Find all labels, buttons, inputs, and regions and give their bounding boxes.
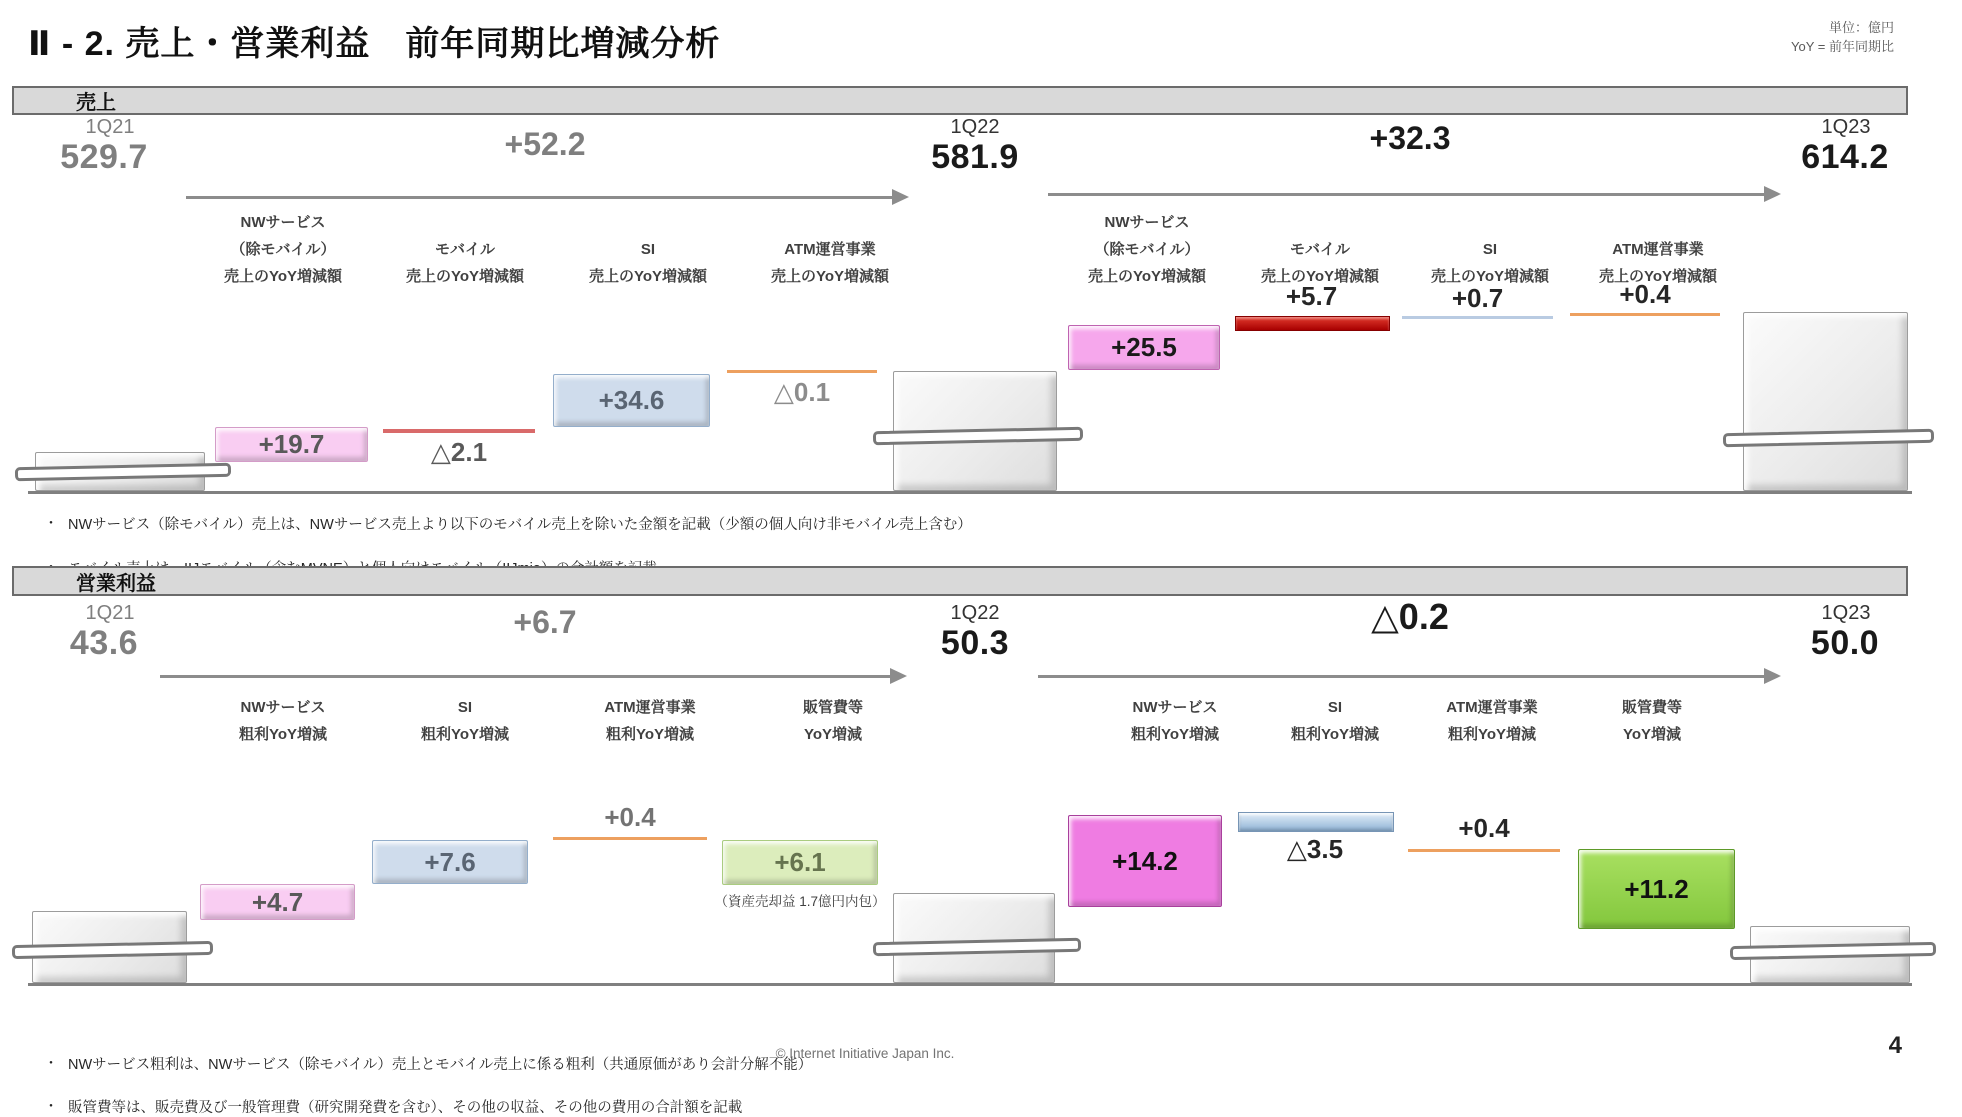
col-line: ATM運営事業	[1612, 241, 1704, 258]
col-line: NWサービス	[1132, 699, 1218, 716]
yoy-note: YoY = 前年同期比	[1791, 39, 1894, 54]
col-line: SI	[1482, 241, 1498, 258]
sales-baseline	[28, 491, 1912, 494]
profit-delta-bar-si-left: +7.6	[372, 840, 528, 884]
sales-value-1q23: 614.2	[1801, 138, 1889, 176]
profit-right-total-change: △0.2	[1371, 596, 1449, 637]
section-title-profit: 営業利益	[76, 572, 156, 595]
col-line: ATM運営事業	[784, 241, 876, 258]
sales-col-mobile-left	[370, 204, 560, 290]
profit-delta-bar-sga-left: +6.1	[722, 840, 878, 885]
sales-left-total-change: +52.2	[504, 126, 586, 162]
sales-delta-label-mobile-left: △2.1	[430, 437, 488, 467]
col-line: NWサービス	[1104, 214, 1190, 231]
sales-col-si-right	[1395, 204, 1585, 290]
sales-period-1q22: 1Q22	[950, 116, 1000, 138]
copyright: © Internet Initiative Japan Inc.	[775, 1046, 955, 1061]
col-line: ATM運営事業	[604, 699, 696, 716]
sales-left-arrow-line	[186, 196, 892, 199]
section-title-sales: 売上	[76, 92, 116, 114]
col-line: 粗利YoY増減	[1447, 726, 1537, 743]
col-line: YoY増減	[803, 726, 863, 743]
profit-value-1q23: 50.0	[1810, 624, 1880, 662]
page-title: Ⅱ - 2. 売上・営業利益 前年同期比増減分析	[28, 25, 721, 63]
profit-delta-bar-si-right	[1238, 812, 1394, 832]
profit-baseline	[28, 983, 1912, 986]
profit-delta-label-atm-left: +0.4	[604, 802, 656, 832]
unit-note: 単位：億円	[1828, 20, 1894, 35]
sales-left-arrow-head-icon	[892, 189, 909, 205]
col-line: 売上のYoY増減額	[405, 268, 525, 285]
col-line: 売上のYoY増減額	[1260, 268, 1380, 285]
sales-period-1q23: 1Q23	[1821, 116, 1871, 138]
col-line: モバイル	[1289, 241, 1350, 258]
sales-right-total-change: +32.3	[1369, 120, 1451, 156]
sales-delta-label-mobile-right: +5.7	[1285, 281, 1338, 311]
profit-right-arrow-line	[1038, 675, 1764, 678]
sales-col-nw-right	[1052, 204, 1242, 290]
col-line: 売上のYoY増減額	[770, 268, 890, 285]
profit-col-sga-right	[1557, 688, 1747, 748]
col-line: 粗利YoY増減	[1290, 726, 1380, 743]
profit-delta-bar-sga-right: +11.2	[1578, 849, 1735, 929]
profit-sga-left-note: （資産売却益 1.7億円内包）	[714, 894, 886, 909]
sales-delta-bar-si-left: +34.6	[553, 374, 710, 427]
sales-delta-bar-mobile-right	[1235, 316, 1390, 331]
profit-left-total-change: +6.7	[513, 604, 577, 640]
col-line: 売上のYoY増減額	[1087, 268, 1207, 285]
col-line: NWサービス	[240, 699, 326, 716]
sales-delta-line-si-right	[1402, 316, 1553, 319]
sales-delta-line-atm-right	[1570, 313, 1720, 316]
profit-col-nw-left	[188, 688, 378, 748]
profit-delta-label-atm-right: +0.4	[1458, 813, 1510, 843]
profit-footnote-2: ・ 販管費等は、販売費及び一般管理費（研究開発費を含む）、その他の収益、その他の費用の合計額を記載	[42, 1096, 1962, 1117]
profit-left-arrow-line	[160, 675, 890, 678]
profit-delta-line-atm-left	[553, 837, 707, 840]
sales-col-nw-left	[188, 204, 378, 290]
profit-delta-label-si-right: △3.5	[1286, 834, 1344, 864]
sales-delta-bar-nw-right: +25.5	[1068, 325, 1220, 370]
profit-delta-bar-nw-right: +14.2	[1068, 815, 1222, 907]
sales-col-atm-left	[735, 204, 925, 290]
profit-left-arrow-head-icon	[890, 668, 907, 684]
sales-right-arrow-head-icon	[1764, 186, 1781, 202]
col-line: ATM運営事業	[1446, 699, 1538, 716]
col-line: 粗利YoY増減	[420, 726, 510, 743]
section-header-sales	[12, 86, 1908, 115]
sales-delta-label-si-right: +0.7	[1451, 283, 1504, 313]
col-line: （除モバイル）	[230, 241, 336, 258]
sales-value-1q22: 581.9	[931, 138, 1019, 176]
page-number: 4	[1888, 1032, 1902, 1059]
col-line: 販管費等	[802, 699, 863, 716]
sales-col-atm-right	[1563, 204, 1753, 290]
sales-delta-label-atm-right: +0.4	[1619, 279, 1671, 309]
col-line: 売上のYoY増減額	[1430, 268, 1550, 285]
sales-delta-line-mobile-left	[383, 429, 535, 433]
profit-period-1q22: 1Q22	[950, 602, 1000, 624]
profit-col-sga-left	[738, 688, 928, 748]
section-header-profit	[12, 566, 1908, 596]
sales-col-mobile-right	[1225, 204, 1415, 290]
profit-delta-bar-nw-left: +4.7	[200, 884, 355, 920]
profit-period-1q21: 1Q21	[85, 602, 135, 624]
sales-value-1q21: 529.7	[60, 138, 148, 176]
col-line: 粗利YoY増減	[605, 726, 695, 743]
col-line: 売上のYoY増減額	[588, 268, 708, 285]
col-line: NWサービス	[240, 214, 326, 231]
profit-right-arrow-head-icon	[1764, 668, 1781, 684]
col-line: SI	[640, 241, 656, 258]
col-line: 売上のYoY増減額	[223, 268, 343, 285]
profit-delta-line-atm-right	[1408, 849, 1560, 852]
col-line: 販管費等	[1621, 699, 1682, 716]
sales-delta-bar-nw-left: +19.7	[215, 427, 368, 462]
profit-value-1q22: 50.3	[940, 624, 1010, 662]
profit-footnote-1: ・ NWサービス粗利は、NWサービス（除モバイル）売上とモバイル売上に係る粗利（共通原価があり会計分解不能）	[42, 1053, 1962, 1074]
col-line: 粗利YoY増減	[1130, 726, 1220, 743]
sales-delta-line-atm-left	[727, 370, 877, 373]
col-line: 売上のYoY増減額	[1598, 268, 1718, 285]
unit-note-block	[1791, 18, 1894, 56]
profit-col-si-left	[370, 688, 560, 748]
profit-period-1q23: 1Q23	[1821, 602, 1871, 624]
profit-col-atm-left	[555, 688, 745, 748]
sales-bar-1q23	[1743, 312, 1908, 491]
col-line: SI	[457, 699, 473, 716]
col-line: YoY増減	[1622, 726, 1682, 743]
col-line: SI	[1327, 699, 1343, 716]
sales-footnote-1: ・ NWサービス（除モバイル）売上は、NWサービス売上より以下のモバイル売上を除いた金額を記載（少額の個人向け非モバイル売上含む）	[42, 513, 1962, 534]
col-line: 粗利YoY増減	[238, 726, 328, 743]
sales-col-si-left	[553, 204, 743, 290]
sales-delta-label-atm-left: △0.1	[773, 377, 831, 407]
sales-period-1q21: 1Q21	[85, 116, 135, 138]
col-line: モバイル	[434, 241, 495, 258]
col-line: （除モバイル）	[1094, 241, 1200, 258]
profit-value-1q21: 43.6	[69, 624, 139, 662]
sales-right-arrow-line	[1048, 193, 1764, 196]
